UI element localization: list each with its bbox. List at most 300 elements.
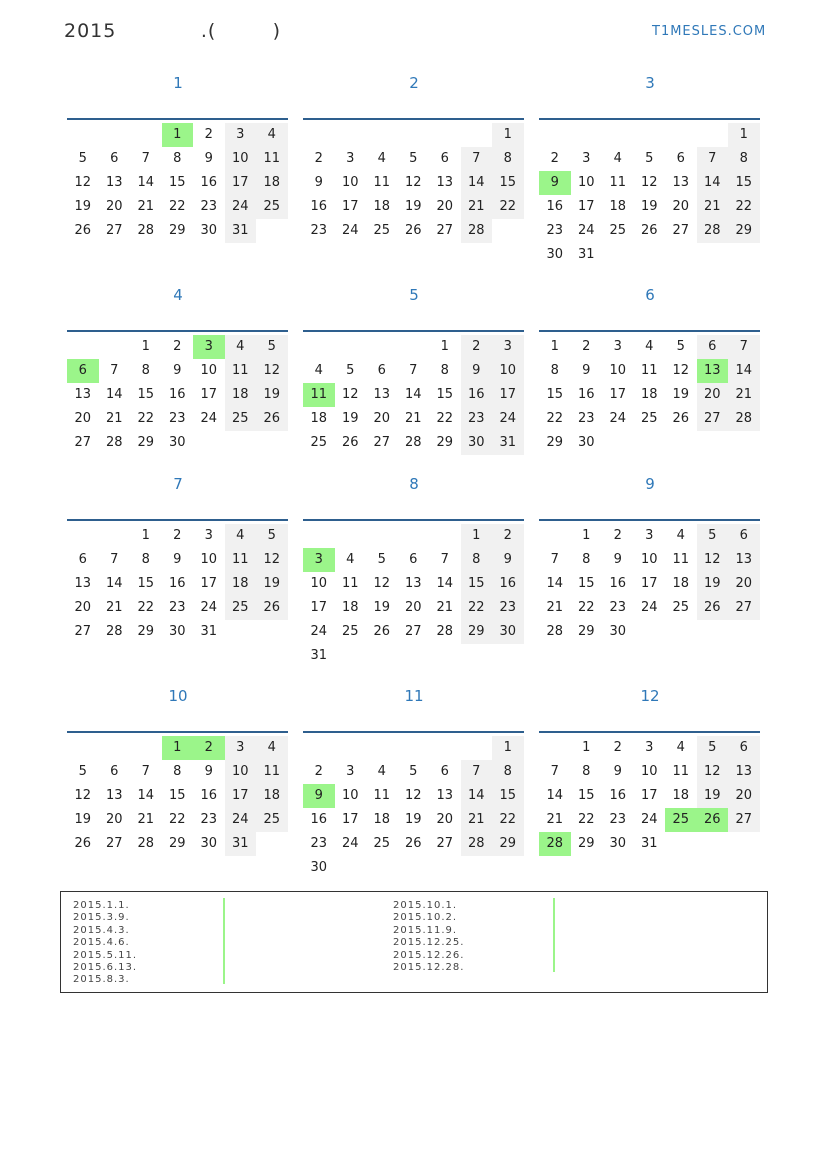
- day-cell: 15: [492, 784, 524, 808]
- holiday-day-cell: 11: [303, 383, 335, 407]
- month-9: [539, 471, 761, 639]
- day-cell: 17: [310, 600, 328, 615]
- day-cell: 19: [697, 572, 729, 596]
- day-cell: 20: [105, 812, 123, 827]
- day-cell: 17: [200, 576, 218, 591]
- day-cell: 15: [137, 576, 155, 591]
- empty-cell: [366, 644, 398, 668]
- empty-cell: [492, 856, 524, 880]
- week-row: [303, 808, 524, 832]
- day-cell: 14: [461, 784, 493, 808]
- holiday-day-cell: 1: [162, 736, 194, 760]
- empty-cell: [697, 832, 729, 856]
- empty-cell: [256, 832, 288, 856]
- day-cell: 7: [550, 552, 559, 567]
- holiday-list-item: 2015.12.28.: [393, 962, 465, 974]
- empty-cell: [67, 736, 99, 760]
- day-cell: 27: [672, 223, 690, 238]
- day-cell: 5: [256, 524, 288, 548]
- site-logo-text[interactable]: T1MESLES.COM: [652, 24, 767, 39]
- day-cell: 8: [582, 552, 591, 567]
- day-cell: 25: [310, 435, 328, 450]
- empty-cell: [429, 736, 461, 760]
- empty-cell: [634, 620, 666, 644]
- day-cell: 30: [461, 431, 493, 455]
- day-cell: 23: [310, 836, 328, 851]
- day-cell: 14: [436, 576, 454, 591]
- day-cell: 26: [640, 223, 658, 238]
- day-cell: 13: [105, 175, 123, 190]
- day-cell: 16: [310, 199, 328, 214]
- week-row: [67, 596, 288, 620]
- day-cell: 17: [577, 199, 595, 214]
- day-cell: 22: [728, 195, 760, 219]
- day-cell: 26: [373, 624, 391, 639]
- day-cell: 4: [645, 339, 654, 354]
- day-cell: 17: [200, 387, 218, 402]
- day-cell: 2: [173, 339, 182, 354]
- day-cell: 22: [168, 812, 186, 827]
- holiday-day-cell: 1: [162, 123, 194, 147]
- holiday-day-cell: 3: [303, 548, 335, 572]
- month-name: 5: [409, 286, 419, 304]
- empty-cell: [665, 243, 697, 267]
- day-cell: 8: [582, 764, 591, 779]
- day-cell: 22: [577, 812, 595, 827]
- day-cell: 10: [640, 764, 658, 779]
- day-cell: 14: [546, 576, 564, 591]
- empty-cell: [697, 431, 729, 455]
- day-cell: 18: [640, 387, 658, 402]
- day-cell: 12: [404, 788, 422, 803]
- day-cell: 8: [141, 363, 150, 378]
- day-cell: 21: [105, 411, 123, 426]
- week-row: [303, 147, 524, 171]
- day-cell: 22: [137, 411, 155, 426]
- empty-cell: [728, 832, 760, 856]
- day-cell: 5: [78, 151, 87, 166]
- month-5: [303, 282, 525, 450]
- month-grid: [67, 118, 288, 243]
- day-cell: 6: [728, 524, 760, 548]
- day-cell: 25: [373, 836, 391, 851]
- day-cell: 18: [225, 572, 257, 596]
- month-grid: [539, 118, 760, 267]
- day-cell: 1: [728, 123, 760, 147]
- day-cell: 7: [141, 764, 150, 779]
- empty-cell: [303, 524, 335, 548]
- day-cell: 1: [582, 528, 591, 543]
- empty-cell: [366, 524, 398, 548]
- week-row: [539, 620, 760, 644]
- day-cell: 10: [310, 576, 328, 591]
- day-cell: 23: [609, 600, 627, 615]
- day-cell: 9: [461, 359, 493, 383]
- week-row: [67, 407, 288, 431]
- holiday-list-item: 2015.11.9.: [393, 924, 458, 936]
- day-cell: 1: [550, 339, 559, 354]
- day-cell: 26: [341, 435, 359, 450]
- day-cell: 11: [341, 576, 359, 591]
- day-cell: 3: [645, 528, 654, 543]
- day-cell: 8: [461, 548, 493, 572]
- day-cell: 5: [409, 151, 418, 166]
- day-cell: 25: [341, 624, 359, 639]
- day-cell: 1: [582, 740, 591, 755]
- week-row: [303, 123, 524, 147]
- day-cell: 12: [74, 788, 92, 803]
- day-cell: 23: [609, 812, 627, 827]
- week-row: [303, 736, 524, 760]
- day-cell: 28: [105, 624, 123, 639]
- day-cell: 27: [74, 624, 92, 639]
- day-cell: 1: [492, 123, 524, 147]
- week-row: [303, 596, 524, 620]
- day-cell: 24: [200, 600, 218, 615]
- day-cell: 30: [609, 624, 627, 639]
- day-cell: 24: [341, 836, 359, 851]
- empty-cell: [335, 644, 367, 668]
- month-11: [303, 683, 525, 875]
- day-cell: 3: [645, 740, 654, 755]
- day-cell: 12: [74, 175, 92, 190]
- day-cell: 7: [461, 147, 493, 171]
- day-cell: 23: [492, 596, 524, 620]
- week-row: [539, 407, 760, 431]
- day-cell: 2: [314, 764, 323, 779]
- month-grid: [67, 519, 288, 644]
- day-cell: 29: [577, 836, 595, 851]
- day-cell: 9: [204, 151, 213, 166]
- week-row: [539, 524, 760, 548]
- week-row: [539, 123, 760, 147]
- day-cell: 20: [74, 411, 92, 426]
- day-cell: 20: [373, 411, 391, 426]
- month-grid: [539, 330, 760, 455]
- day-cell: 15: [436, 387, 454, 402]
- day-cell: 19: [640, 199, 658, 214]
- week-row: [303, 760, 524, 784]
- day-cell: 11: [672, 764, 690, 779]
- empty-cell: [99, 524, 131, 548]
- week-row: [539, 147, 760, 171]
- day-cell: 6: [676, 151, 685, 166]
- day-cell: 16: [492, 572, 524, 596]
- day-cell: 16: [168, 576, 186, 591]
- week-row: [303, 832, 524, 856]
- empty-cell: [335, 524, 367, 548]
- day-cell: 30: [168, 624, 186, 639]
- day-cell: 11: [225, 359, 257, 383]
- empty-cell: [602, 123, 634, 147]
- empty-cell: [67, 123, 99, 147]
- day-cell: 20: [728, 572, 760, 596]
- holiday-day-cell: 26: [697, 808, 729, 832]
- day-cell: 25: [256, 808, 288, 832]
- empty-cell: [539, 524, 571, 548]
- day-cell: 12: [341, 387, 359, 402]
- week-row: [303, 431, 524, 455]
- day-cell: 31: [640, 836, 658, 851]
- day-cell: 13: [74, 387, 92, 402]
- week-row: [67, 431, 288, 455]
- day-cell: 16: [200, 175, 218, 190]
- day-cell: 5: [697, 524, 729, 548]
- day-cell: 10: [225, 147, 257, 171]
- holiday-list-item: 2015.1.1.: [73, 900, 130, 911]
- day-cell: 25: [640, 411, 658, 426]
- day-cell: 14: [546, 788, 564, 803]
- day-cell: 29: [461, 620, 493, 644]
- day-cell: 14: [728, 359, 760, 383]
- day-cell: 29: [137, 624, 155, 639]
- day-cell: 6: [409, 552, 418, 567]
- week-row: [67, 784, 288, 808]
- day-cell: 27: [728, 808, 760, 832]
- day-cell: 21: [461, 808, 493, 832]
- day-cell: 8: [440, 363, 449, 378]
- holiday-list-box: [60, 891, 768, 993]
- day-cell: 2: [492, 524, 524, 548]
- holiday-list-item: 2015.4.6.: [73, 937, 130, 949]
- empty-cell: [571, 123, 603, 147]
- day-cell: 24: [341, 223, 359, 238]
- page-title: 2015 .( ): [64, 20, 282, 42]
- empty-cell: [461, 736, 493, 760]
- day-cell: 5: [377, 552, 386, 567]
- day-cell: 27: [74, 435, 92, 450]
- day-cell: 8: [728, 147, 760, 171]
- day-cell: 16: [168, 387, 186, 402]
- week-row: [539, 832, 760, 856]
- day-cell: 16: [609, 576, 627, 591]
- day-cell: 7: [110, 552, 119, 567]
- day-cell: 20: [436, 812, 454, 827]
- day-cell: 25: [373, 223, 391, 238]
- day-cell: 12: [697, 548, 729, 572]
- day-cell: 3: [346, 764, 355, 779]
- month-name: 3: [645, 74, 655, 92]
- holiday-day-cell: 6: [67, 359, 99, 383]
- day-cell: 15: [168, 788, 186, 803]
- day-cell: 18: [609, 199, 627, 214]
- day-cell: 11: [256, 147, 288, 171]
- day-cell: 6: [697, 335, 729, 359]
- day-cell: 21: [461, 195, 493, 219]
- empty-cell: [429, 524, 461, 548]
- day-cell: 14: [404, 387, 422, 402]
- empty-cell: [492, 219, 524, 243]
- empty-cell: [303, 335, 335, 359]
- day-cell: 19: [256, 572, 288, 596]
- day-cell: 4: [676, 740, 685, 755]
- day-cell: 18: [373, 812, 391, 827]
- week-row: [539, 359, 760, 383]
- day-cell: 31: [492, 431, 524, 455]
- week-row: [539, 171, 760, 195]
- day-cell: 13: [105, 788, 123, 803]
- day-cell: 30: [546, 247, 564, 262]
- day-cell: 5: [697, 736, 729, 760]
- holiday-list-item: 2015.3.9.: [73, 912, 130, 924]
- day-cell: 26: [404, 223, 422, 238]
- empty-cell: [303, 736, 335, 760]
- day-cell: 19: [74, 812, 92, 827]
- week-row: [539, 195, 760, 219]
- month-grid: [539, 731, 760, 856]
- day-cell: 18: [341, 600, 359, 615]
- day-cell: 4: [256, 736, 288, 760]
- day-cell: 22: [168, 199, 186, 214]
- day-cell: 26: [74, 223, 92, 238]
- day-cell: 7: [409, 363, 418, 378]
- day-cell: 27: [436, 223, 454, 238]
- empty-cell: [335, 335, 367, 359]
- day-cell: 29: [436, 435, 454, 450]
- day-cell: 6: [728, 736, 760, 760]
- week-row: [67, 548, 288, 572]
- day-cell: 20: [74, 600, 92, 615]
- empty-cell: [697, 123, 729, 147]
- holiday-list-item: 2015.10.2.: [393, 912, 458, 924]
- day-cell: 18: [672, 788, 690, 803]
- day-cell: 13: [373, 387, 391, 402]
- day-cell: 26: [697, 596, 729, 620]
- day-cell: 23: [200, 812, 218, 827]
- day-cell: 17: [609, 387, 627, 402]
- day-cell: 28: [404, 435, 422, 450]
- day-cell: 13: [74, 576, 92, 591]
- day-cell: 13: [404, 576, 422, 591]
- week-row: [67, 572, 288, 596]
- holiday-marker-bar-right: [553, 898, 555, 972]
- day-cell: 18: [310, 411, 328, 426]
- week-row: [67, 383, 288, 407]
- week-row: [539, 335, 760, 359]
- holiday-list-item: 2015.5.11.: [73, 949, 138, 961]
- day-cell: 22: [577, 600, 595, 615]
- day-cell: 26: [256, 407, 288, 431]
- empty-cell: [665, 123, 697, 147]
- day-cell: 10: [640, 552, 658, 567]
- month-name: 11: [404, 687, 424, 705]
- holiday-list-left: [73, 900, 137, 987]
- day-cell: 24: [225, 195, 257, 219]
- month-grid: [303, 118, 524, 243]
- day-cell: 17: [225, 171, 257, 195]
- week-row: [539, 736, 760, 760]
- day-cell: 29: [168, 836, 186, 851]
- day-cell: 3: [204, 528, 213, 543]
- day-cell: 28: [105, 435, 123, 450]
- month-grid: [67, 330, 288, 455]
- day-cell: 15: [577, 788, 595, 803]
- day-cell: 10: [577, 175, 595, 190]
- day-cell: 31: [577, 247, 595, 262]
- week-row: [303, 644, 524, 668]
- month-name: 2: [409, 74, 419, 92]
- day-cell: 2: [314, 151, 323, 166]
- empty-cell: [366, 856, 398, 880]
- month-grid: [303, 330, 524, 455]
- holiday-day-cell: 2: [193, 736, 225, 760]
- day-cell: 17: [341, 199, 359, 214]
- week-row: [539, 548, 760, 572]
- day-cell: 23: [310, 223, 328, 238]
- day-cell: 30: [310, 860, 328, 875]
- month-name: 7: [173, 475, 183, 493]
- day-cell: 22: [461, 596, 493, 620]
- empty-cell: [461, 856, 493, 880]
- day-cell: 2: [613, 740, 622, 755]
- day-cell: 18: [225, 383, 257, 407]
- day-cell: 1: [141, 339, 150, 354]
- empty-cell: [602, 431, 634, 455]
- day-cell: 14: [105, 576, 123, 591]
- month-grid: [303, 731, 524, 880]
- week-row: [303, 219, 524, 243]
- day-cell: 2: [613, 528, 622, 543]
- day-cell: 6: [110, 151, 119, 166]
- day-cell: 17: [225, 784, 257, 808]
- empty-cell: [256, 431, 288, 455]
- day-cell: 15: [168, 175, 186, 190]
- empty-cell: [130, 736, 162, 760]
- day-cell: 20: [697, 383, 729, 407]
- month-8: [303, 471, 525, 663]
- week-row: [67, 524, 288, 548]
- day-cell: 8: [173, 151, 182, 166]
- week-row: [303, 572, 524, 596]
- month-grid: [539, 519, 760, 644]
- day-cell: 16: [461, 383, 493, 407]
- day-cell: 9: [204, 764, 213, 779]
- week-row: [67, 808, 288, 832]
- day-cell: 27: [728, 596, 760, 620]
- empty-cell: [429, 123, 461, 147]
- week-row: [539, 243, 760, 267]
- day-cell: 20: [672, 199, 690, 214]
- month-7: [67, 471, 289, 639]
- day-cell: 29: [728, 219, 760, 243]
- day-cell: 10: [341, 788, 359, 803]
- day-cell: 18: [256, 784, 288, 808]
- empty-cell: [256, 219, 288, 243]
- empty-cell: [634, 431, 666, 455]
- week-row: [303, 407, 524, 431]
- empty-cell: [665, 620, 697, 644]
- day-cell: 16: [609, 788, 627, 803]
- day-cell: 5: [346, 363, 355, 378]
- day-cell: 11: [373, 788, 391, 803]
- month-1: [67, 70, 289, 238]
- day-cell: 13: [728, 760, 760, 784]
- day-cell: 23: [546, 223, 564, 238]
- week-row: [303, 383, 524, 407]
- week-row: [539, 383, 760, 407]
- day-cell: 19: [672, 387, 690, 402]
- day-cell: 30: [200, 223, 218, 238]
- day-cell: 27: [436, 836, 454, 851]
- day-cell: 4: [346, 552, 355, 567]
- day-cell: 24: [609, 411, 627, 426]
- day-cell: 6: [440, 151, 449, 166]
- week-row: [539, 760, 760, 784]
- empty-cell: [697, 620, 729, 644]
- day-cell: 29: [492, 832, 524, 856]
- empty-cell: [728, 243, 760, 267]
- day-cell: 14: [137, 788, 155, 803]
